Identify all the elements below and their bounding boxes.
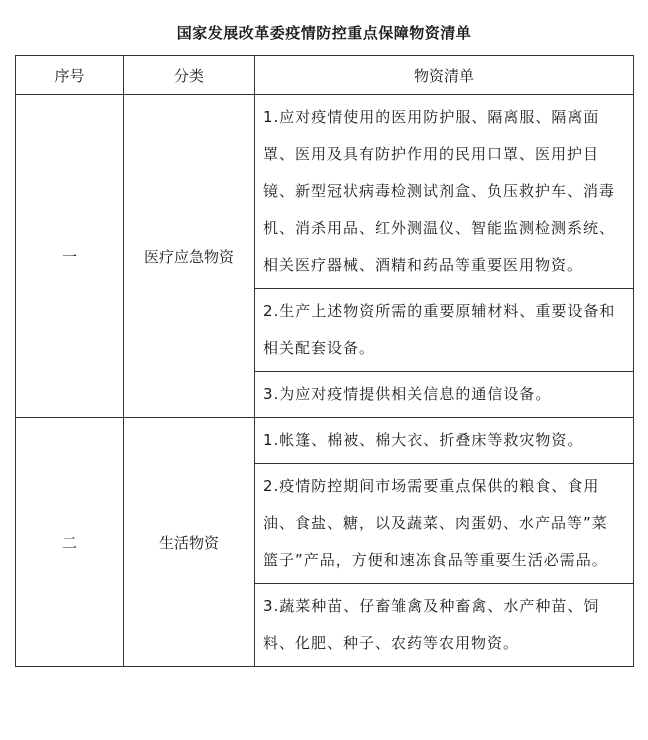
page-title: 国家发展改革委疫情防控重点保障物资清单 <box>176 24 472 42</box>
group-number: 二 <box>16 418 124 667</box>
group-category: 生活物资 <box>124 418 255 667</box>
supply-item: 1.帐篷、棉被、棉大衣、折叠床等救灾物资。 <box>255 418 634 464</box>
header-category: 分类 <box>124 56 255 95</box>
table-header-row <box>16 56 634 95</box>
supplies-table <box>15 55 634 667</box>
supply-item: 3.蔬菜种苗、仔畜雏禽及种畜禽、水产种苗、饲料、化肥、种子、农药等农用物资。 <box>255 584 634 667</box>
header-supplies: 物资清单 <box>255 56 634 95</box>
supply-item: 3.为应对疫情提供相关信息的通信设备。 <box>255 372 634 418</box>
supply-item: 1.应对疫情使用的医用防护服、隔离服、隔离面罩、医用及具有防护作用的民用口罩、医用护目镜、新型冠状病毒检测试剂盒、负压救护车、消毒机、消杀用品、红外测温仪、智能监测检测系统、相关医疗器械、酒精和药品等重要医用物资。 <box>255 95 634 289</box>
group-number: 一 <box>16 95 124 418</box>
supply-item: 2.疫情防控期间市场需要重点保供的粮食、食用油、食盐、糖，以及蔬菜、肉蛋奶、水产品等”菜篮子”产品，方便和速冻食品等重要生活必需品。 <box>255 464 634 584</box>
table-row <box>16 95 634 289</box>
group-category: 医疗应急物资 <box>124 95 255 418</box>
supply-item: 2.生产上述物资所需的重要原辅材料、重要设备和相关配套设备。 <box>255 289 634 372</box>
header-number: 序号 <box>16 56 124 95</box>
table-row <box>16 418 634 464</box>
